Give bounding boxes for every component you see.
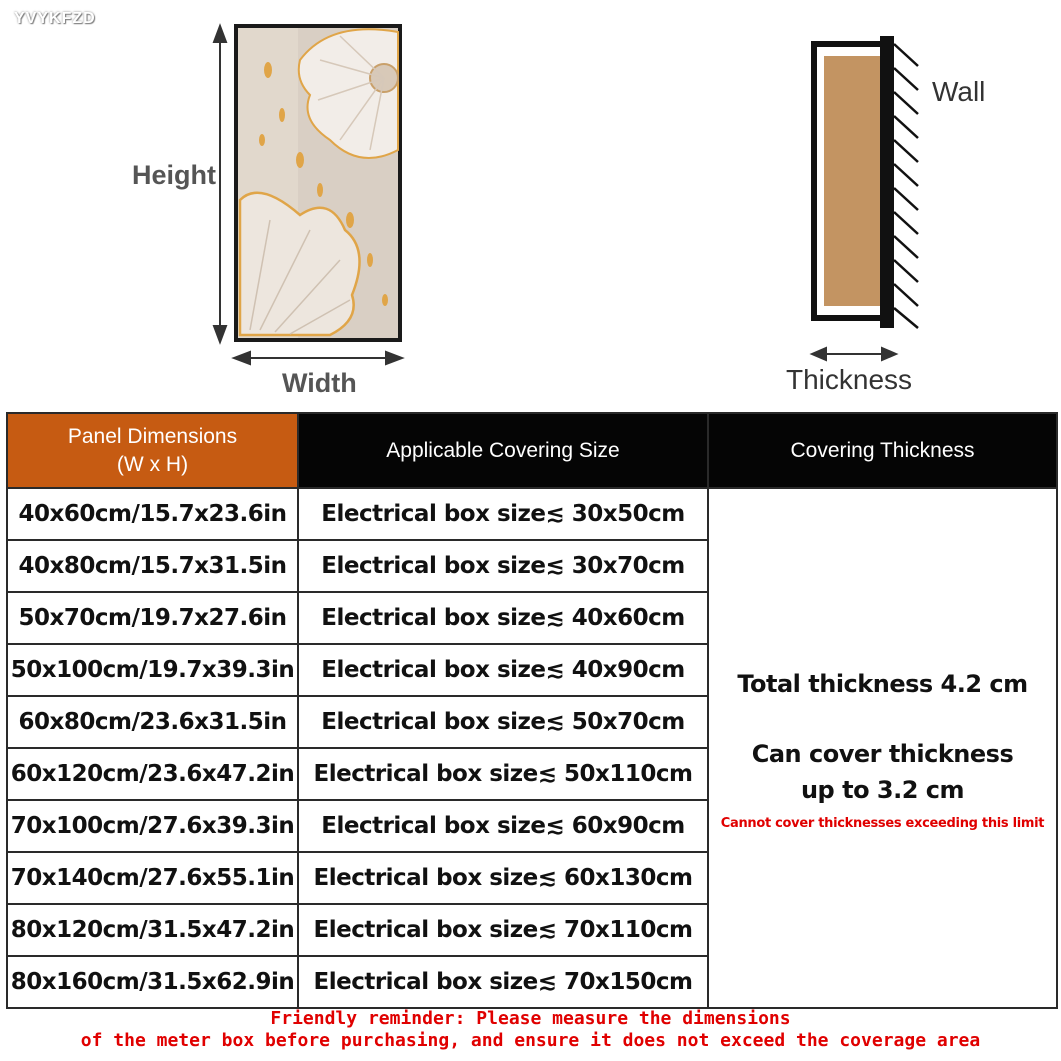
box-size-cell: Electrical box size≲ 60x90cm [298, 800, 708, 852]
cover-thickness-line2: up to 3.2 cm [800, 775, 965, 804]
panel-size-cell: 50x100cm/19.7x39.3in [7, 644, 298, 696]
wall-label: Wall [932, 76, 986, 107]
thickness-arrow [812, 348, 896, 360]
panel-size-cell: 60x80cm/23.6x31.5in [7, 696, 298, 748]
panel-size-cell: 60x120cm/23.6x47.2in [7, 748, 298, 800]
box-size-cell: Electrical box size≲ 70x110cm [298, 904, 708, 956]
box-size-cell: Electrical box size≲ 40x60cm [298, 592, 708, 644]
panel-size-cell: 40x60cm/15.7x23.6in [7, 488, 298, 540]
table-header-row [7, 413, 1057, 488]
box-size-cell: Electrical box size≲ 50x70cm [298, 696, 708, 748]
header-covering-thickness: Covering Thickness [708, 413, 1057, 488]
panel-size-cell: 50x70cm/19.7x27.6in [7, 592, 298, 644]
width-arrow [234, 352, 402, 364]
panel-size-cell: 70x140cm/27.6x55.1in [7, 852, 298, 904]
cover-thickness-line1: Can cover thickness [751, 739, 1014, 768]
box-size-cell: Electrical box size≲ 30x70cm [298, 540, 708, 592]
wall-panel-artwork [234, 24, 402, 342]
size-table [6, 412, 1058, 1009]
panel-size-cell: 80x160cm/31.5x62.9in [7, 956, 298, 1008]
height-label: Height [132, 160, 216, 190]
box-size-cell: Electrical box size≲ 60x130cm [298, 852, 708, 904]
friendly-reminder [0, 1008, 1061, 1052]
box-size-cell: Electrical box size≲ 30x50cm [298, 488, 708, 540]
header-panel-line2: (W x H) [116, 452, 189, 476]
reminder-line1: Friendly reminder: Please measure the dimensions [270, 1008, 791, 1029]
table-row [7, 488, 1057, 540]
width-label: Width [282, 368, 357, 398]
header-panel-line1: Panel Dimensions [67, 424, 238, 448]
thickness-cell [708, 488, 1057, 1008]
thickness-label: Thickness [786, 364, 913, 395]
header-panel-dimensions [7, 413, 298, 488]
product-diagram [0, 0, 1061, 410]
box-size-cell: Electrical box size≲ 40x90cm [298, 644, 708, 696]
box-size-cell: Electrical box size≲ 70x150cm [298, 956, 708, 1008]
thickness-side-view [814, 36, 918, 328]
panel-size-cell: 70x100cm/27.6x39.3in [7, 800, 298, 852]
reminder-line2: of the meter box before purchasing, and ensure it does not exceed the coverage area [80, 1030, 981, 1051]
limit-note: Cannot cover thicknesses exceeding this limit [720, 815, 1045, 831]
header-covering-size: Applicable Covering Size [298, 413, 708, 488]
box-size-cell: Electrical box size≲ 50x110cm [298, 748, 708, 800]
panel-size-cell: 80x120cm/31.5x47.2in [7, 904, 298, 956]
brand-watermark: YVYKFZD [14, 10, 96, 27]
total-thickness-text: Total thickness 4.2 cm [737, 669, 1028, 698]
panel-size-cell: 40x80cm/15.7x31.5in [7, 540, 298, 592]
